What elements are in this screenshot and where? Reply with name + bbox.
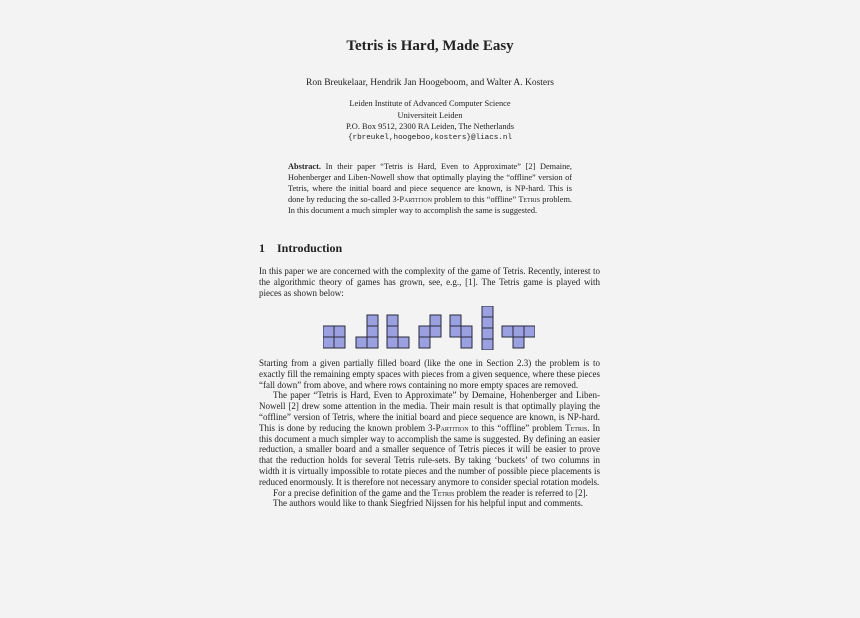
affiliation-line: P.O. Box 9512, 2300 RA Leiden, The Netherlands	[345, 122, 515, 131]
tetris-piece-l	[387, 315, 409, 348]
authors: Ron Breukelaar, Hendrik Jan Hoogeboom, and Walter A. Kosters	[306, 78, 554, 88]
paragraph	[259, 488, 600, 499]
affiliation-line: Leiden Institute of Advanced Computer Science	[349, 99, 511, 108]
tetris-piece-o	[323, 326, 345, 348]
intro-body	[259, 358, 600, 509]
abstract-text: problem to this “offline”	[431, 195, 519, 204]
paragraph-text: The paper “Tetris is Hard, Even to Approximate” by Demaine, Hohenberger and Liben-Nowell [2] drew some attention in the media. Their main result is that optimally playing the “offline” version of Tetris, where the initial board and piece sequence are known, is NP-hard. This is done by reducing the known problem 3-	[259, 390, 600, 433]
email: {rbreukel,hoogeboo,kosters}@liacs.nl	[347, 133, 513, 142]
smallcaps-term: Tetris	[432, 487, 455, 498]
abstract-label: Abstract.	[288, 162, 321, 171]
smallcaps-term: Partition	[399, 195, 432, 204]
abstract-text: problem. In this document a much simpler way to accomplish the same is suggested.	[288, 195, 572, 215]
tetris-piece-j	[356, 315, 378, 348]
tetris-piece-i	[482, 306, 493, 350]
paragraph: In this paper we are concerned with the complexity of the game of Tetris. Recently, interest to the algorithmic theory of games has grown, see, e.g., [1]. The Tetris game is played with pieces as shown below:	[259, 266, 600, 298]
section-number: 1	[259, 241, 265, 255]
paragraph-text: For a precise definition of the game and the	[273, 487, 433, 498]
smallcaps-term: Tetris	[565, 422, 588, 433]
paragraph	[259, 390, 600, 487]
smallcaps-term: Partition	[435, 422, 469, 433]
affiliation	[0, 98, 860, 144]
paragraph-text: to this “offline” problem	[468, 422, 566, 433]
tetris-piece-t	[502, 326, 535, 348]
section-heading	[259, 241, 342, 256]
paragraph: The authors would like to thank Siegfried Nijssen for his helpful input and comments.	[273, 498, 583, 509]
tetris-piece-z	[450, 315, 472, 348]
tetris-piece-s	[419, 315, 441, 348]
paragraph-text: . In this document a much simpler way to accomplish the same is suggested. By defining an easier reduction, a smaller board and a smaller sequence of Tetris pieces it will be easier to prove that the reduction holds for several Tetris rule-sets. By taking ‘buckets’ of two columns in width it is virtually impossible to rotate pieces and the number of possible piece placements is reduced enormously. It is therefore not necessary anymore to consider special rotation models.	[259, 422, 600, 487]
affiliation-line: Universiteit Leiden	[397, 110, 463, 120]
section-title: Introduction	[277, 241, 343, 255]
paragraph-text: problem the reader is referred to [2].	[454, 487, 588, 498]
paper-title: Tetris is Hard, Made Easy	[346, 38, 514, 54]
abstract	[288, 161, 572, 216]
abstract-text: In their paper “Tetris is Hard, Even to Approximate” [2] Demaine, Hohenberger and Liben-Nowell show that optimally playing the “offline” version of Tetris, where the initial board and piece sequence are known, is NP-hard. This is done by reducing the so-called 3-	[288, 162, 572, 204]
smallcaps-term: Tetris	[518, 195, 541, 204]
paragraph: Starting from a given partially filled board (like the one in Section 2.3) the problem is to exactly fill the remaining empty spaces with pieces from a given sequence, where these pieces “fall down” from above, and where rows containing no more empty spaces are removed.	[259, 358, 600, 390]
tetris-pieces-figure	[323, 306, 535, 350]
